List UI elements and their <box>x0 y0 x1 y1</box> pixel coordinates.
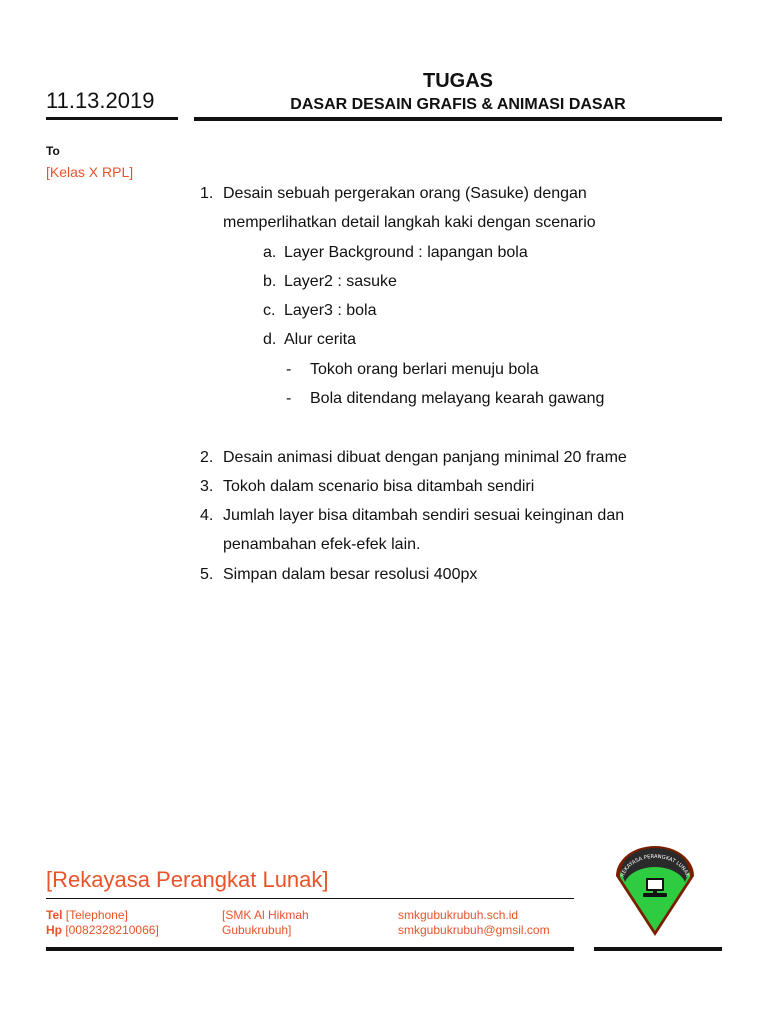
task-text: Desain sebuah pergerakan orang (Sasuke) dengan <box>223 185 587 202</box>
subtask-text: Layer2 : sasuke <box>284 273 397 290</box>
tel-label: Tel <box>46 908 63 922</box>
website-link[interactable]: smkgubukrubuh.sch.id <box>398 908 519 922</box>
email-link[interactable]: smkgubukrubuh@gmsil.com <box>398 923 550 937</box>
footer-online <box>398 908 550 938</box>
computer-icon <box>643 878 667 897</box>
footer-school <box>222 908 309 938</box>
story-text: Tokoh orang berlari menuju bola <box>310 361 539 378</box>
subtask-text: Layer3 : bola <box>284 302 377 319</box>
document-title: TUGAS <box>423 70 493 92</box>
hp-value: [0082328210066] <box>65 923 159 937</box>
subtask-letter: b. <box>263 273 277 290</box>
subtask-letter: a. <box>263 244 277 261</box>
story-text: Bola ditendang melayang kearah gawang <box>310 390 605 407</box>
footer-divider <box>46 898 574 899</box>
tel-value: [Telephone] <box>65 908 128 922</box>
recipient-label: To <box>46 144 60 158</box>
task-number: 4. <box>200 507 214 524</box>
story-dash: - <box>286 390 292 407</box>
task-text: Simpan dalam besar resolusi 400px <box>223 566 478 583</box>
rpl-logo-emblem <box>612 846 698 938</box>
logo-arc-text: REKAYASA PERANGKAT LUNAK <box>619 853 691 878</box>
task-text: Jumlah layer bisa ditambah sendiri sesuai keinginan dan <box>223 507 625 524</box>
task-text: Tokoh dalam scenario bisa ditambah sendiri <box>223 478 535 495</box>
task-number: 2. <box>200 449 214 466</box>
footer-contact-phones <box>46 908 159 938</box>
task-text: memperlihatkan detail langkah kaki dengan scenario <box>223 214 596 231</box>
school-line-2: Gubukrubuh] <box>222 923 292 937</box>
task-text: Desain animasi dibuat dengan panjang minimal 20 frame <box>223 449 627 466</box>
task-number: 5. <box>200 566 214 583</box>
header-rule-left <box>46 117 178 120</box>
hp-label: Hp <box>46 923 62 937</box>
task-text: penambahan efek-efek lain. <box>223 536 421 553</box>
header-rule-right <box>194 117 722 121</box>
subtask-text: Alur cerita <box>284 331 357 348</box>
footer-org-title: [Rekayasa Perangkat Lunak] <box>46 867 329 892</box>
footer-rule-right <box>594 947 722 951</box>
subtask-text: Layer Background : lapangan bola <box>284 244 528 261</box>
recipient-value: [Kelas X RPL] <box>46 164 134 180</box>
task-number: 3. <box>200 478 214 495</box>
school-line-1: [SMK Al Hikmah <box>222 908 309 922</box>
subtask-letter: d. <box>263 331 277 348</box>
footer-rule-left <box>46 947 574 951</box>
subtask-letter: c. <box>263 302 276 319</box>
document-subtitle: DASAR DESAIN GRAFIS & ANIMASI DASAR <box>290 96 626 113</box>
document-date: 11.13.2019 <box>46 88 155 113</box>
story-dash: - <box>286 361 292 378</box>
task-number: 1. <box>200 185 214 202</box>
